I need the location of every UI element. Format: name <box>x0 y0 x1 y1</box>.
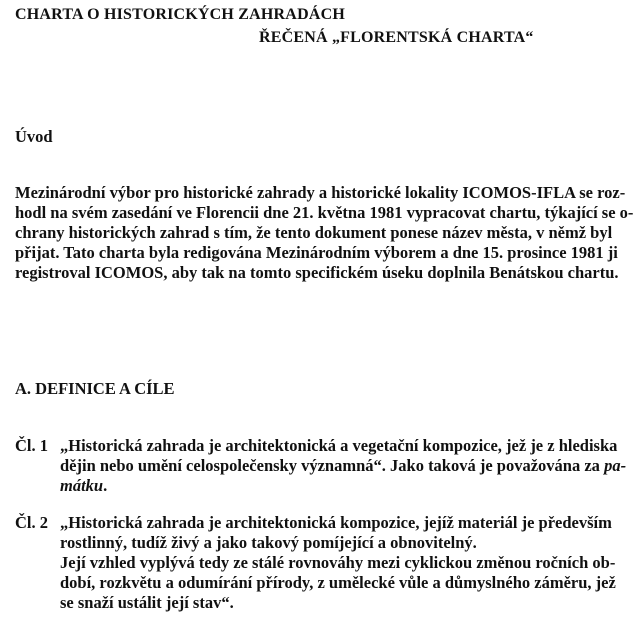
article-line: „Historická zahrada je architektonická a vegetační kompozice, jež je z hlediska <box>60 436 618 455</box>
italic-term: mátku <box>60 476 104 495</box>
article-1 <box>0 436 637 496</box>
intro-paragraph <box>15 183 634 283</box>
article-line: dobí, rozkvětu a odumírání přírody, z umělecké vůle a důmyslného záměru, jež <box>60 573 616 592</box>
document-title-line-1: CHARTA O HISTORICKÝCH ZAHRADÁCH <box>15 6 345 23</box>
article-line-with-italic <box>60 456 630 476</box>
article-2 <box>0 513 637 613</box>
article-line: se snaží ustálit její stav“. <box>60 593 234 612</box>
intro-heading: Úvod <box>15 127 53 146</box>
article-line: „Historická zahrada je architektonická kompozice, jejíž materiál je především <box>60 513 612 532</box>
intro-line: registroval ICOMOS, aby tak na tomto specifickém úseku doplnila Benátskou chartu. <box>15 263 619 282</box>
article-line: . <box>103 476 108 495</box>
document-title-line-2: ŘEČENÁ „FLORENTSKÁ CHARTA“ <box>259 29 534 46</box>
intro-line: Mezinárodní výbor pro historické zahrady a historické lokality ICOMOS-IFLA se roz- <box>15 183 626 202</box>
article-label: Čl. 1 <box>15 436 48 455</box>
article-line-with-italic <box>60 476 630 496</box>
article-line: dějin nebo umění celospolečensky významná“. Jako taková je považována za <box>60 456 605 475</box>
intro-line: přijat. Tato charta byla redigována Mezinárodním výborem a dne 15. prosince 1981 ji <box>15 243 618 262</box>
article-line: rostlinný, tudíž živý a jako takový pomíjející a obnovitelný. <box>60 533 477 552</box>
article-line: Její vzhled vyplývá tedy ze stálé rovnováhy mezi cyklickou změnou ročních ob- <box>60 553 616 572</box>
italic-term: pa- <box>604 456 627 475</box>
section-a-heading: A. DEFINICE A CÍLE <box>15 379 175 398</box>
intro-line: chrany historických zahrad s tím, že tento dokument ponese název města, v němž byl <box>15 223 613 242</box>
article-body <box>60 436 630 496</box>
intro-line: hodl na svém zasedání ve Florencii dne 21. května 1981 vypracovat chartu, týkající se o- <box>15 203 634 222</box>
article-label: Čl. 2 <box>15 513 48 532</box>
article-body <box>60 513 630 613</box>
